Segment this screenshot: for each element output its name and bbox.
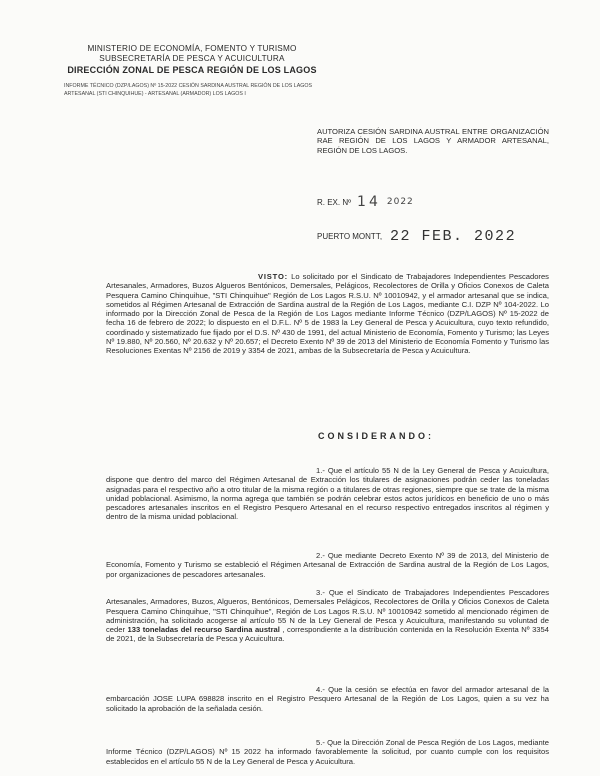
considerando-heading: CONSIDERANDO:: [318, 431, 435, 441]
resolution-label: R. EX. Nº: [317, 197, 352, 207]
resolution-handwritten-number: 14: [357, 194, 381, 210]
considerando-3-text-c: , correspondiente a la distribución contenida en la Resolución Exenta Nº 3354 de 2021, de la Subsecretaría de Pesca y Acuicultura.: [106, 625, 549, 644]
considerando-3-quantity: 133 toneladas del recurso Sardina austral: [127, 625, 280, 635]
city-label: PUERTO MONTT,: [317, 232, 383, 241]
document-title: AUTORIZA CESIÓN SARDINA AUSTRAL ENTRE ORGANIZACIÓN RAE REGIÓN DE LOS LAGOS Y ARMADOR ARTESANAL, REGIÓN DE LOS LAGOS.: [317, 127, 549, 155]
visto-text: Lo solicitado por el Sindicato de Trabajadores Independientes Pescadores Artesanales, Armadores, Buzos Algueros Bentónicos, Demersales, Pelágicos, Recolectores de Orilla y Oficios Conexos de Caleta Pesquera Camino Chinquihue, "STI Chinquihue" Región de Los Lagos R.S.U. Nº 10010942, y el armador artesanal que se indica, sometidos al Régimen Artesanal de Extracción de Sardina austral de la Región de Los Lagos, mediante C.I. DZP Nº 104-2022. Lo informado por la Dirección Zonal de Pesca de la Región de Los Lagos mediante Informe Técnico (DZP/LAGOS) Nº 15-2022 de fecha 16 de febrero de 2022; lo dispuesto en el D.F.L. Nº 5 de 1983 la Ley General de Pesca y Acuicultura, cuyo texto refundido, coordinado y sistematizado fue fijado por el D.S. Nº 430 de 1991, del actual Ministerio de Economía, Fomento y Turismo; las Leyes Nº 19.880, Nº 20.560, Nº 20.632 y Nº 20.657; el Decreto Exento Nº 39 de 2013 del Ministerio de Economía Fomento y Turismo las Resoluciones Exentas Nº 2156 de 2019 y 3354 de 2021, ambas de la Subsecretaría de Pesca y Acuicultura.: [106, 272, 549, 356]
considerando-3: [106, 588, 549, 644]
reference-lines: [64, 82, 364, 98]
letterhead: [62, 44, 322, 76]
considerando-2: 2.- Que mediante Decreto Exento Nº 39 de 2013, del Ministerio de Economía, Fomento y Turismo se estableció el Régimen Artesanal de Extracción de Sardina austral de la Región de Los Lagos, por organizaciones de pescadores artesanales.: [106, 551, 549, 579]
reference-line-1: INFORME TÉCNICO (DZP/LAGOS) Nº 15-2022 CESIÓN SARDINA AUSTRAL REGIÓN DE LOS LAGOS: [64, 83, 313, 89]
reference-line-2: ARTESANAL (STI CHINQUIHUE) - ARTESANAL (ARMADOR) LOS LAGOS I: [64, 91, 246, 97]
considerando-4: 4.- Que la cesión se efectúa en favor del armador artesanal de la embarcación JOSE LUPA 698828 inscrito en el Registro Pesquero Artesanal de la Región de Los Lagos, quien a su vez ha solicitado la aprobación de la señalada cesión.: [106, 685, 549, 713]
place-date: [317, 228, 516, 245]
resolution-number: [317, 194, 414, 210]
considerando-5: 5.- Que la Dirección Zonal de Pesca Región de Los Lagos, mediante Informe Técnico (DZP/LAGOS) Nº 15 2022 ha informado favorablemente la solicitud, por cuanto cumple con los requisitos establecidos en el artículo 55 N de la Ley General de Pesca y Acuicultura.: [106, 738, 549, 766]
visto-paragraph: [106, 272, 549, 356]
direccion-name: DIRECCIÓN ZONAL DE PESCA REGIÓN DE LOS LAGOS: [67, 65, 317, 75]
date-stamp: 22 FEB. 2022: [390, 228, 517, 245]
resolution-year: 2022: [386, 197, 414, 207]
considerando-3-text-a: 3.- Que el Sindicato de Trabajadores Independientes Pescadores Artesanales, Armadores, Buzos, Algueros, Bentónicos, Demersales Pelágicos, Recolectores de Orilla y Oficios Conexos de Caleta Pesquera Camino Chinquihue, "STI Chinquihue", Región de Los Lagos R.S.U. Nº 10010942 sometido al mencionado régimen de administración, ha solicitado acogerse al artículo 55 N de la Ley General de Pesca y Acuicultura, manifestando su voluntad de ceder: [106, 588, 549, 635]
considerando-1: 1.- Que el artículo 55 N de la Ley General de Pesca y Acuicultura, dispone que dentro del marco del Régimen Artesanal de Extracción los titulares de asignaciones podrán ceder las toneladas asignadas para el respectivo año a otro titular de la misma región o a titulares de otras regiones, siempre que se trate de la misma unidad poblacional. Asimismo, la norma agrega que también se podrán celebrar estos actos jurídicos en beneficio de uno o más pescadores artesanales inscritos en el Registro Pesquero Artesanal en el recurso respectivo entregados inscritos al régimen y dentro de la misma unidad poblacional.: [106, 466, 549, 522]
subsecretaria-name: SUBSECRETARÍA DE PESCA Y ACUICULTURA: [99, 54, 285, 63]
ministry-name: MINISTERIO DE ECONOMÍA, FOMENTO Y TURISMO: [87, 44, 297, 53]
visto-lead: VISTO:: [258, 272, 288, 281]
